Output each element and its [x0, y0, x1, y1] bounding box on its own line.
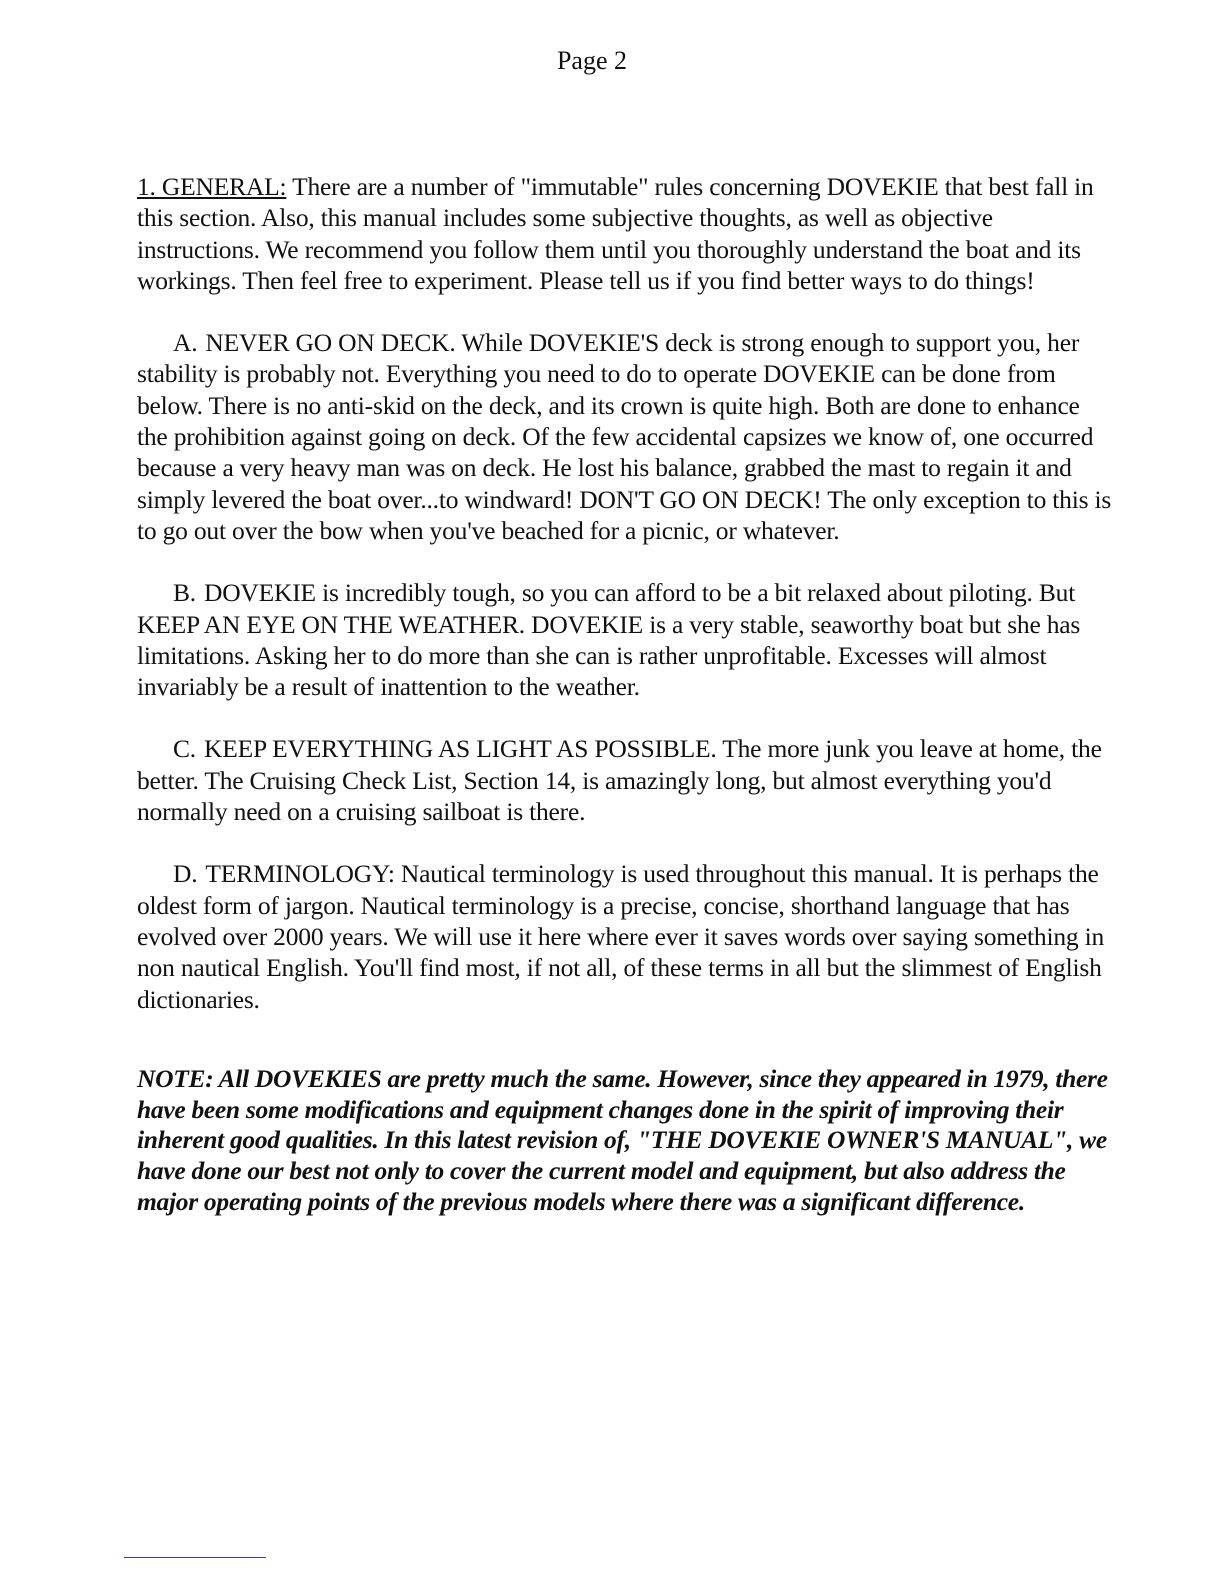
footnote-rule [124, 1557, 266, 1558]
section-heading: 1. GENERAL: [137, 172, 287, 201]
note-paragraph: NOTE: All DOVEKIES are pretty much the same. However, since they appeared in 1979, there have been some modifications and equipment changes done in the spirit of improving their inherent good qualities. In this latest revision of, "THE DOVEKIE OWNER'S MANUAL", we have done our best not only to cover the current model and equipment, but also address the major operating points of the previous models where there was a significant difference. [137, 1063, 1108, 1217]
general-section [137, 171, 1112, 296]
rule-letter: A. [173, 328, 198, 358]
page-number: Page 2 [556, 46, 628, 75]
rule-text: TERMINOLOGY: Nautical terminology is used throughout this manual. It is perhaps the oldest form of jargon. Nautical terminology is a precise, concise, shorthand language that has evolved over 2000 years. We will use it here where ever it saves words over saying something in non nautical English. You'll find most, if not all, of these terms in all but the slimmest of English dictionaries. [137, 859, 1105, 1014]
rule-item-c [137, 733, 1112, 827]
rule-letter: D. [173, 859, 198, 889]
rule-item-a [137, 327, 1112, 546]
document-body [137, 171, 1112, 1218]
rule-text: KEEP EVERYTHING AS LIGHT AS POSSIBLE. The more junk you leave at home, the better. The Cruising Check List, Section 14, is amazingly long, but almost everything you'd normally need on a cruising sailboat is there. [137, 734, 1102, 827]
rule-item-d [137, 858, 1112, 1014]
rule-letter: C. [173, 734, 196, 764]
rule-text: DOVEKIE is incredibly tough, so you can afford to be a bit relaxed about piloting. But KEEP AN EYE ON THE WEATHER. DOVEKIE is a very stable, seaworthy boat but she has limitations. Asking her to do more than she can is rather unprofitable. Excesses will almost invariably be a result of inattention to the weather. [137, 578, 1081, 702]
rule-letter: B. [173, 578, 196, 608]
section-intro: There are a number of "immutable" rules concerning DOVEKIE that best fall in this section. Also, this manual includes some subjective thoughts, as well as objective instructions. We recommend you follow them until you thoroughly understand the boat and its workings. Then feel free to experiment. Please tell us if you find better ways to do things! [137, 172, 1094, 295]
rule-text: NEVER GO ON DECK. While DOVEKIE'S deck is strong enough to support you, her stability is probably not. Everything you need to do to operate DOVEKIE can be done from below. There is no anti-skid on the deck, and its crown is quite high. Both are done to enhance the prohibition against going on deck. Of the few accidental capsizes we know of, one occurred because a very heavy man was on deck. He lost his balance, grabbed the mast to regain it and simply levered the boat over...to windward! DON'T GO ON DECK! The only exception to this is to go out over the bow when you've beached for a picnic, or whatever. [137, 328, 1112, 545]
rule-item-b [137, 577, 1112, 702]
